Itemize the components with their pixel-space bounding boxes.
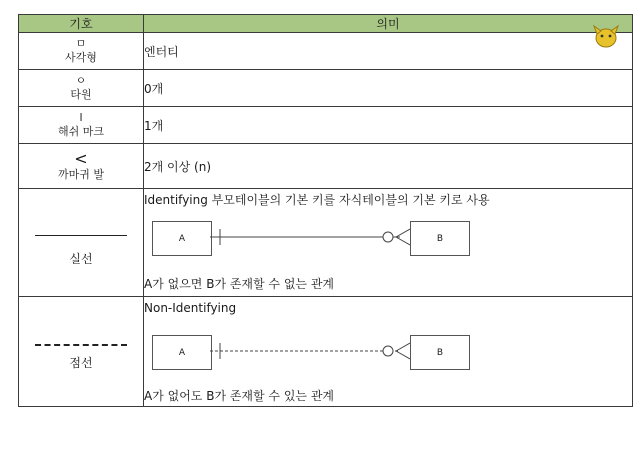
symbol-label: 해쉬 마크 bbox=[57, 125, 104, 138]
symbol-label: 사각형 bbox=[65, 51, 97, 64]
entity-box-a: A bbox=[152, 335, 212, 370]
header-row bbox=[19, 15, 633, 33]
table-row bbox=[19, 33, 633, 70]
meaning-header: 의미 bbox=[144, 15, 633, 33]
entity-box-a: A bbox=[152, 221, 212, 256]
non-identifying-relation-line bbox=[210, 333, 410, 369]
relation-title: Non-Identifying bbox=[144, 301, 237, 315]
table-row bbox=[19, 297, 633, 407]
hash-mark-glyph: l bbox=[79, 111, 83, 124]
symbol-cell bbox=[19, 70, 144, 107]
meaning-cell: 1개 bbox=[144, 107, 633, 144]
rectangle-glyph: ㅁ bbox=[75, 37, 87, 50]
table-row bbox=[19, 70, 633, 107]
crows-foot-glyph: < bbox=[74, 149, 88, 168]
symbol-label: 점선 bbox=[69, 355, 93, 370]
entity-box-b: B bbox=[410, 335, 470, 370]
table-row bbox=[19, 144, 633, 189]
erd-notation-table bbox=[18, 14, 633, 407]
symbol-cell bbox=[19, 33, 144, 70]
relation-caption: A가 없으면 B가 존재할 수 없는 관계 bbox=[144, 277, 335, 291]
relation-title: Identifying 부모테이블의 기본 키를 자식테이블의 기본 키로 사용 bbox=[144, 193, 490, 207]
meaning-cell: 0개 bbox=[144, 70, 633, 107]
symbol-cell bbox=[19, 189, 144, 297]
relation-caption: A가 없어도 B가 존재할 수 있는 관계 bbox=[144, 389, 335, 403]
symbol-header: 기호 bbox=[19, 15, 144, 33]
ellipse-glyph: ㅇ bbox=[75, 74, 87, 87]
entity-box-b: B bbox=[410, 221, 470, 256]
meaning-cell: 엔터티 bbox=[144, 33, 633, 70]
table-row bbox=[19, 107, 633, 144]
symbol-cell bbox=[19, 107, 144, 144]
meaning-cell: 2개 이상 (n) bbox=[144, 144, 633, 189]
symbol-cell bbox=[19, 297, 144, 407]
meaning-cell bbox=[144, 189, 633, 297]
yellow-creature-icon bbox=[591, 20, 621, 50]
identifying-relation-line bbox=[210, 219, 410, 255]
symbol-label: 실선 bbox=[69, 252, 93, 266]
symbol-label: 까마귀 발 bbox=[57, 168, 104, 181]
solid-line-glyph bbox=[35, 235, 127, 236]
symbol-label: 타원 bbox=[70, 88, 92, 101]
dashed-line-glyph bbox=[35, 344, 127, 346]
meaning-cell bbox=[144, 297, 633, 407]
table-row bbox=[19, 189, 633, 297]
symbol-cell bbox=[19, 144, 144, 189]
